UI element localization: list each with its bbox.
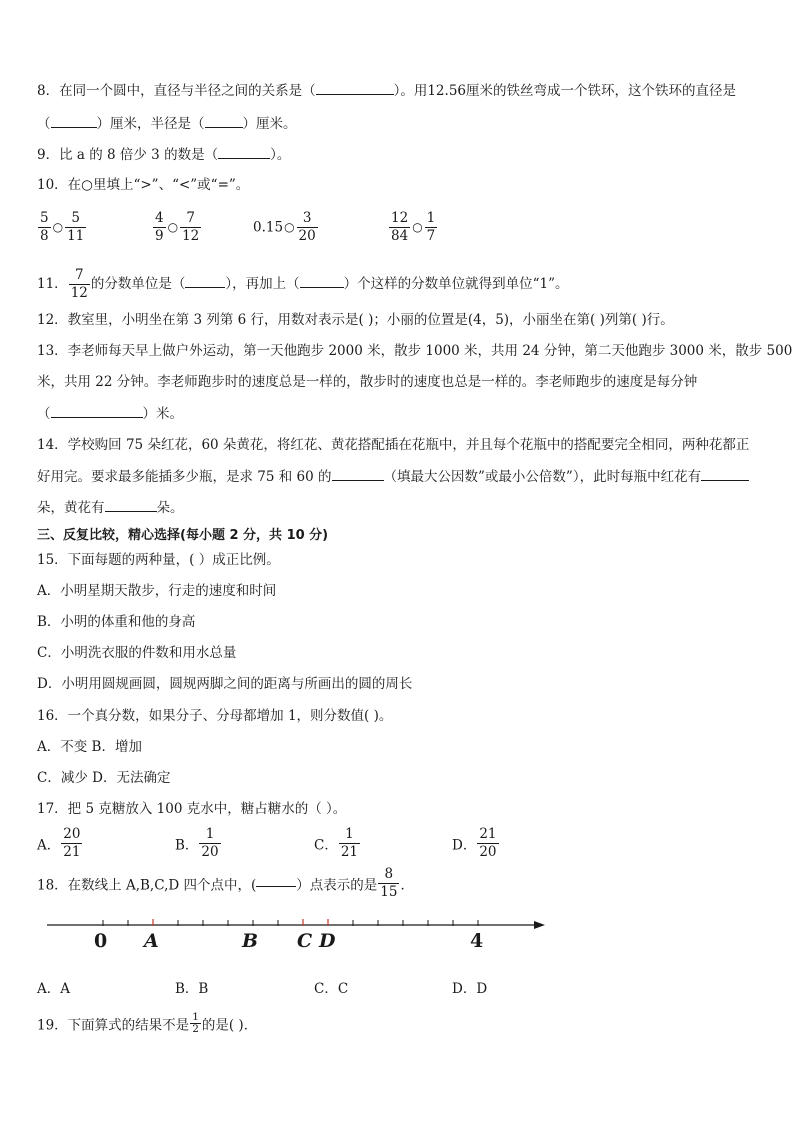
compare-item-1 xyxy=(37,210,87,245)
answer-blank[interactable] xyxy=(218,144,270,159)
fraction: $\frac{1}{20}$ xyxy=(201,826,219,860)
answer-blank[interactable] xyxy=(332,466,384,481)
question-19: 19．下面算式的结果不是 $\frac{1}{2}$ 的是( )． xyxy=(37,1011,258,1035)
fraction: $\frac{20}{21}$ xyxy=(63,826,81,860)
label-zero: 0 xyxy=(94,930,108,952)
answer-blank[interactable] xyxy=(701,466,749,481)
options-row-2[interactable]: C．减少 D．无法确定 xyxy=(37,770,171,786)
option-c[interactable]: C．C xyxy=(314,981,349,997)
option-a[interactable]: A．小明星期天散步，行走的速度和时间 xyxy=(37,583,277,599)
fraction: $\frac{21}{20}$ xyxy=(479,826,497,860)
option-a[interactable]: A． $\frac{20}{21}$ xyxy=(37,826,81,860)
fraction: $\frac{1}{7}$ xyxy=(426,210,436,244)
option-c[interactable]: C． $\frac{1}{21}$ xyxy=(314,826,359,860)
fraction: $\frac{5}{8}$ xyxy=(40,210,49,244)
label-c: C xyxy=(297,930,313,952)
label-d: D xyxy=(319,930,336,952)
label-a: A xyxy=(144,930,159,952)
question-12: 12．教室里，小明坐在第 3 列第 6 行，用数对表示是( )；小丽的位置是(4，5)，小丽坐在第( )列第( )行。 xyxy=(37,312,674,328)
question-13-line3: （ ）米。 xyxy=(37,403,183,424)
option-c[interactable]: C．小明洗衣服的件数和用水总量 xyxy=(37,645,237,661)
question-17: 17．把 5 克糖放入 100 克水中，糖占糖水的（ ）。 xyxy=(37,801,347,817)
question-8-line1: 8．在同一个圆中，直径与半径之间的关系是（ ）。用12.56厘米的铁丝弯成一个铁环，这个铁环的直径是 xyxy=(37,80,736,101)
answer-blank[interactable] xyxy=(300,273,344,288)
answer-blank[interactable] xyxy=(51,403,143,418)
question-16: 16．一个真分数，如果分子、分母都增加 1，则分数值( )。 xyxy=(37,708,393,724)
answer-blank[interactable] xyxy=(105,497,157,512)
question-13-line2: 米，共用 22 分钟。李老师跑步时的速度总是一样的，散步时的速度也总是一样的。李老师跑步的速度是每分钟 xyxy=(37,374,698,390)
option-d[interactable]: D．小明用圆规画圆，圆规两脚之间的距离与所画出的圆的周长 xyxy=(37,676,413,692)
question-13-line1: 13．李老师每天早上做户外运动，第一天他跑步 2000 米，散步 1000 米，共用 24 分钟，第二天他跑步 3000 米，散步 500 xyxy=(37,343,793,359)
fraction: $\frac{7}{12}$ xyxy=(182,210,200,244)
fraction: $\frac{5}{11}$ xyxy=(67,210,85,244)
answer-blank[interactable] xyxy=(316,80,394,95)
label-b: B xyxy=(242,930,259,952)
options-row-1[interactable]: A．不变 B．增加 xyxy=(37,739,142,755)
option-a[interactable]: A．A xyxy=(37,981,70,997)
option-b[interactable]: B． $\frac{1}{20}$ xyxy=(175,826,219,860)
number-line xyxy=(44,910,549,965)
arrow-right-icon xyxy=(534,921,545,929)
compare-item-4 xyxy=(388,210,438,245)
fraction: $\frac{3}{20}$ xyxy=(298,210,316,244)
option-d[interactable]: D．D xyxy=(452,981,488,997)
question-18: 18．在数线上 A,B,C,D 四个点中，( ）点表示的是 $\frac{8}{15}$ ． xyxy=(37,866,414,900)
compare-item-3: 0.15○ $\frac{3}{20}$ xyxy=(253,210,316,244)
answer-blank[interactable] xyxy=(51,113,97,128)
compare-circle[interactable]: ○ xyxy=(52,220,64,234)
question-14-line1: 14．学校购回 75 朵红花，60 朵黄花，将红花、黄花搭配插在花瓶中，并且每个花瓶中的搭配要完全相同，两种花都正 xyxy=(37,437,750,453)
fraction: $\frac{8}{15}$ xyxy=(380,866,398,900)
compare-circle[interactable]: ○ xyxy=(284,220,295,234)
answer-blank[interactable] xyxy=(185,273,225,288)
question-14-line3: 朵，黄花有 朵。 xyxy=(37,497,184,518)
fraction: $\frac{12}{84}$ xyxy=(391,210,409,244)
fraction: $\frac{7}{12}$ xyxy=(70,267,88,301)
option-b[interactable]: B．B xyxy=(175,981,209,997)
answer-blank[interactable] xyxy=(205,113,243,128)
option-b[interactable]: B．小明的体重和他的身高 xyxy=(37,614,196,630)
compare-circle[interactable]: ○ xyxy=(412,220,423,234)
option-d[interactable]: D． $\frac{21}{20}$ xyxy=(452,826,497,860)
question-11: 11． $\frac{7}{12}$ 的分数单位是（ ），再加上（ ）个这样的分数单位就得到单位“1”。 xyxy=(37,267,569,301)
question-9: 9．比 a 的 8 倍少 3 的数是（ ）。 xyxy=(37,144,290,165)
question-8-line2: （ ）厘米，半径是（ ）厘米。 xyxy=(37,113,297,134)
fraction: $\frac{4}{9}$ xyxy=(155,210,164,244)
label-four: 4 xyxy=(470,930,484,952)
section-3-title: 三、反复比较，精心选择(每小题 2 分，共 10 分) xyxy=(37,528,329,543)
question-10: 10．在○里填上“>”、“<”或“=”。 xyxy=(37,177,250,193)
answer-blank[interactable] xyxy=(256,872,296,887)
question-14-line2: 好用完。要求最多能插多少瓶，是求 75 和 60 的 （填最大公因数”或最小公倍数”），此时每瓶中红花有 xyxy=(37,466,749,487)
question-15: 15．下面每题的两种量，( ）成正比例。 xyxy=(37,552,280,568)
compare-circle[interactable]: ○ xyxy=(167,220,179,234)
fraction: $\frac{1}{21}$ xyxy=(340,826,359,860)
compare-item-2 xyxy=(152,210,202,245)
fraction: $\frac{1}{2}$ xyxy=(192,1011,199,1035)
